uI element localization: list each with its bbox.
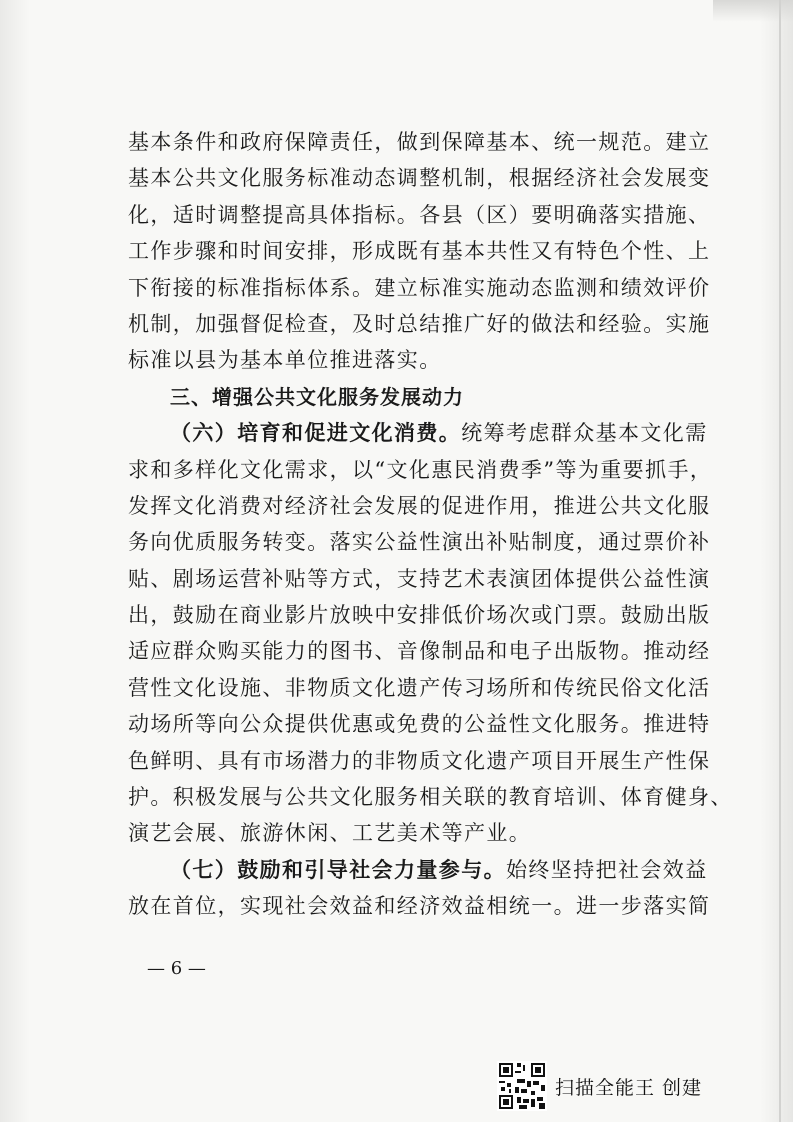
section6-title: （六）培育和促进文化消费。 xyxy=(170,421,462,446)
document-body xyxy=(128,124,733,925)
scan-shadow xyxy=(713,0,793,22)
body-line: 出，鼓励在商业影片放映中安排低价场次或门票。鼓励出版 xyxy=(128,603,711,628)
page-edge xyxy=(779,0,781,1122)
body-line: 放在首位，实现社会效益和经济效益相统一。进一步落实简 xyxy=(128,894,711,919)
body-line: 务向优质服务转变。落实公益性演出补贴制度，通过票价补 xyxy=(128,530,711,555)
body-line: 护。积极发展与公共文化服务相关联的教育培训、体育健身、 xyxy=(128,785,733,810)
body-line: 色鲜明、具有市场潜力的非物质文化遗产项目开展生产性保 xyxy=(128,748,711,773)
body-line: 下衔接的标准指标体系。建立标准实施动态监测和绩效评价 xyxy=(128,275,711,300)
section-heading: 三、增强公共文化服务发展动力 xyxy=(170,384,464,409)
body-line: 求和多样化文化需求，以“文化惠民消费季”等为重要抓手， xyxy=(128,457,713,482)
body-line: 机制，加强督促检查，及时总结推广好的做法和经验。实施 xyxy=(128,311,711,336)
section6-first-rest: 统筹考虑群众基本文化需 xyxy=(461,421,708,446)
section7-first-rest: 始终坚持把社会效益 xyxy=(506,857,708,882)
body-line: 贴、剧场运营补贴等方式，支持艺术表演团体提供公益性演 xyxy=(128,566,711,591)
watermark-text: 扫描全能王 创建 xyxy=(555,1076,703,1099)
body-line: 发挥文化消费对经济社会发展的促进作用，推进公共文化服 xyxy=(128,493,711,518)
qr-code-icon xyxy=(497,1061,547,1111)
body-line: 标准以县为基本单位推进落实。 xyxy=(128,348,442,373)
body-line: 基本公共文化服务标准动态调整机制，根据经济社会发展变 xyxy=(128,166,711,191)
body-line: 演艺会展、旅游休闲、工艺美术等产业。 xyxy=(128,821,532,846)
page-number: — 6 — xyxy=(147,958,206,979)
section6-first-line xyxy=(128,415,708,451)
section7-first-line xyxy=(128,852,708,888)
body-line: 工作步骤和时间安排，形成既有基本共性又有特色个性、上 xyxy=(128,239,711,264)
body-line: 适应群众购买能力的图书、音像制品和电子出版物。推动经 xyxy=(128,639,711,664)
section7-title: （七）鼓励和引导社会力量参与。 xyxy=(170,857,506,882)
body-line: 基本条件和政府保障责任，做到保障基本、统一规范。建立 xyxy=(128,130,711,154)
scanner-watermark xyxy=(497,1061,702,1111)
body-line: 营性文化设施、非物质文化遗产传习场所和传统民俗文化活 xyxy=(128,675,711,700)
body-line: 动场所等向公众提供优惠或免费的公益性文化服务。推进特 xyxy=(128,712,711,737)
body-line: 化，适时调整提高具体指标。各县（区）要明确落实措施、 xyxy=(128,202,711,227)
